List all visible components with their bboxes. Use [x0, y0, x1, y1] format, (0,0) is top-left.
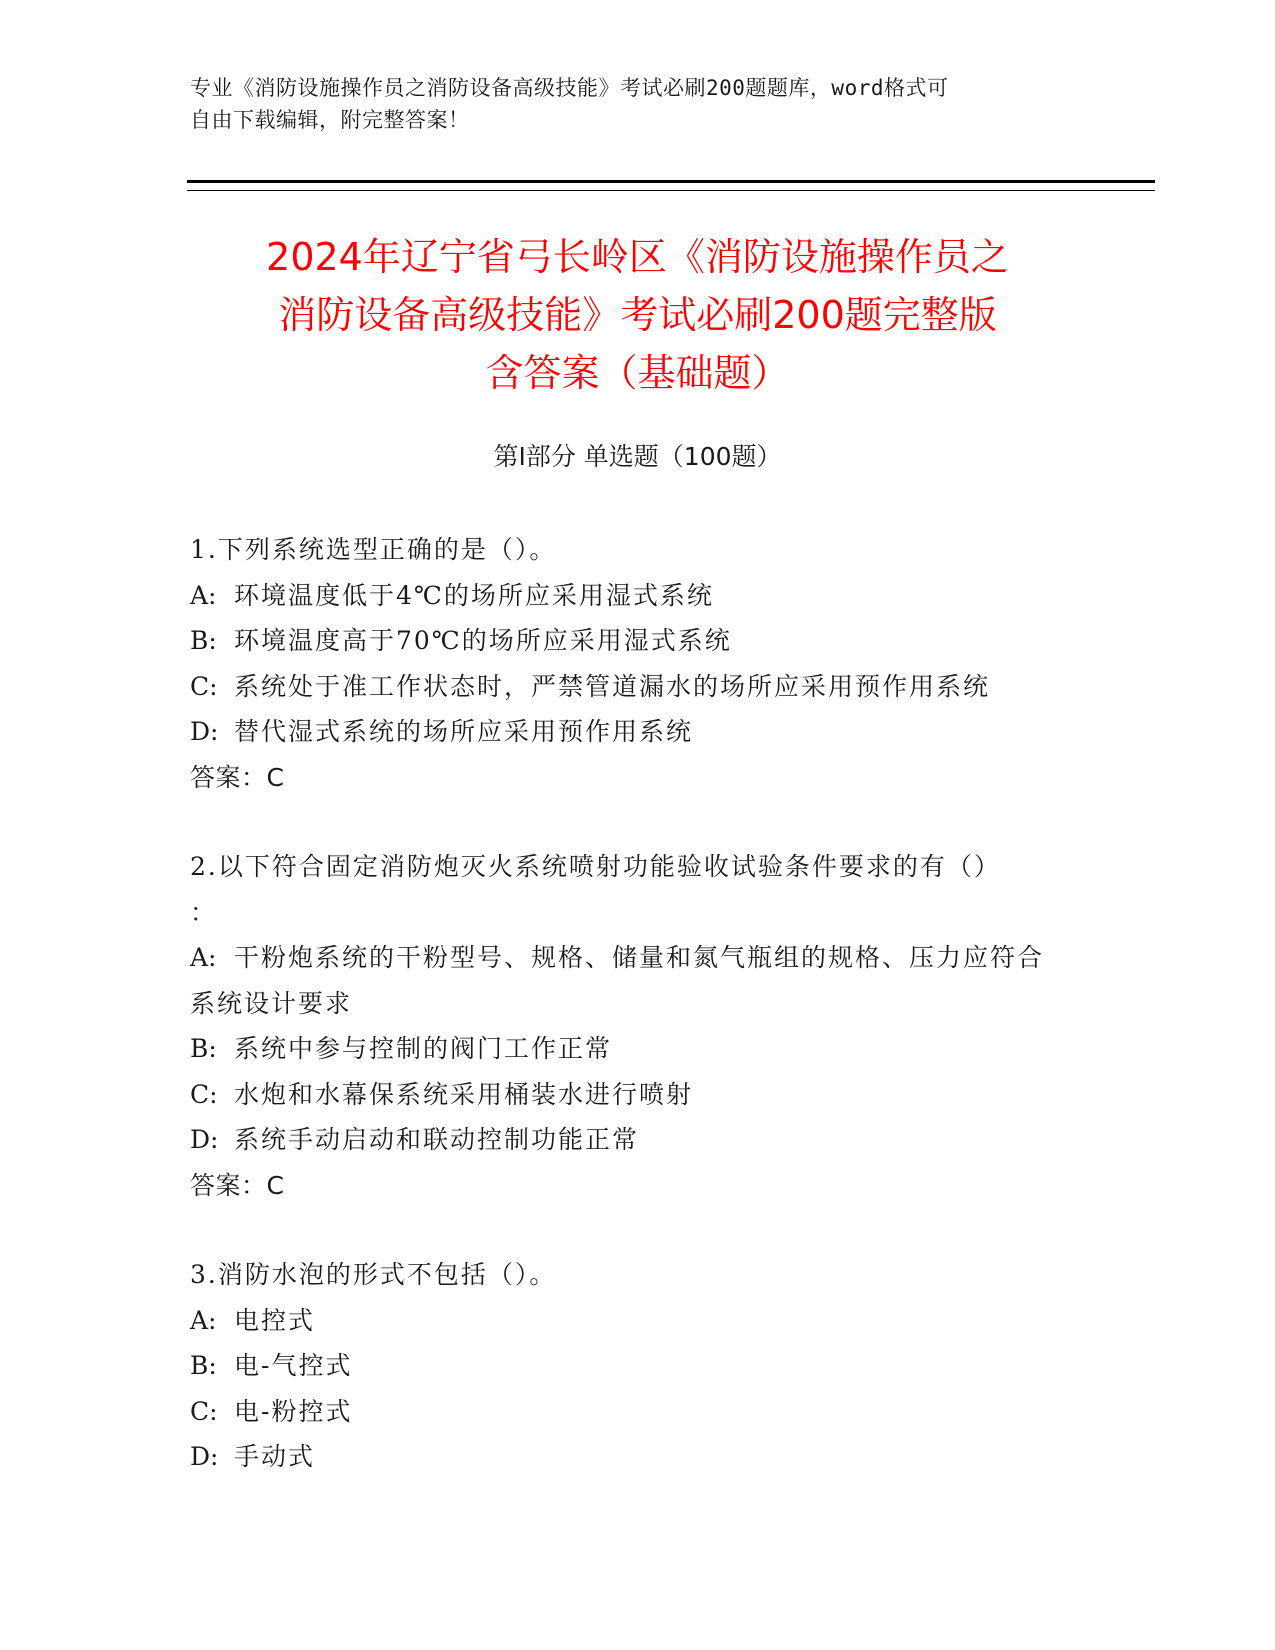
option-text: 手动式 — [234, 1442, 316, 1471]
option-letter: B: — [190, 1034, 217, 1063]
intro-line-1: 专业《消防设施操作员之消防设备高级技能》考试必刷200题题库，word格式可 — [190, 76, 949, 100]
option-letter: C: — [190, 1396, 218, 1426]
option-text: 环境温度低于4℃的场所应采用湿式系统 — [234, 580, 714, 610]
option-letter: D: — [190, 1442, 219, 1471]
option-text: 系统中参与控制的阀门工作正常 — [234, 1034, 613, 1063]
option-text: 电控式 — [234, 1305, 316, 1335]
option-a — [190, 1298, 1090, 1344]
title-line-1: 2024年辽宁省弓长岭区《消防设施操作员之 — [266, 235, 1009, 279]
option-text: 系统处于准工作状态时，严禁管道漏水的场所应采用预作用系统 — [234, 671, 991, 701]
option-text: 电-气控式 — [234, 1351, 353, 1380]
question-stem: 3.消防水泡的形式不包括（）。 — [190, 1260, 557, 1289]
intro-line-2: 自由下载编辑，附完整答案！ — [190, 108, 470, 132]
answer-text: 答案：C — [190, 762, 285, 792]
option-b — [190, 1343, 1090, 1389]
option-letter: C: — [190, 1079, 218, 1109]
document-title — [180, 228, 1095, 402]
option-b — [190, 618, 1090, 664]
option-a — [190, 573, 1090, 619]
option-text: 替代湿式系统的场所应采用预作用系统 — [234, 717, 694, 746]
option-text: 系统手动启动和联动控制功能正常 — [234, 1125, 640, 1154]
option-c — [190, 1072, 1090, 1118]
question-list — [190, 527, 1090, 1524]
question-stem: 2.以下符合固定消防炮灭火系统喷射功能验收试验条件要求的有（） — [190, 852, 1001, 881]
section-heading: 第Ⅰ部分 单选题（100题） — [493, 442, 782, 471]
option-d — [190, 1117, 1090, 1163]
title-line-3: 含答案（基础题） — [485, 351, 790, 395]
option-c — [190, 1389, 1090, 1435]
title-line-2: 消防设备高级技能》考试必刷200题完整版 — [278, 293, 997, 337]
option-letter: D: — [190, 717, 219, 746]
question-stem: 1.下列系统选型正确的是（）。 — [190, 535, 557, 564]
option-c — [190, 664, 1090, 710]
option-letter: A: — [190, 580, 217, 610]
option-b — [190, 1026, 1090, 1072]
option-letter: C: — [190, 671, 218, 701]
option-letter: D: — [190, 1125, 219, 1154]
option-text: 水炮和水幕保系统采用桶装水进行喷射 — [234, 1079, 694, 1109]
option-letter: A: — [190, 943, 217, 972]
question-1 — [190, 527, 1090, 800]
option-text: 电-粉控式 — [234, 1396, 353, 1426]
option-text: 环境温度高于70℃的场所应采用湿式系统 — [234, 626, 732, 655]
intro-text — [190, 72, 1090, 136]
option-a — [190, 935, 1070, 1026]
option-text: 干粉炮系统的干粉型号、规格、储量和氮气瓶组的规格、压力应符合系统设计要求 — [190, 943, 1045, 1018]
option-d — [190, 709, 1090, 755]
header-divider-thick — [187, 180, 1155, 183]
option-d — [190, 1434, 1090, 1480]
header-divider-thin — [187, 190, 1155, 191]
option-letter: B: — [190, 626, 217, 655]
question-2 — [190, 844, 1090, 1208]
option-letter: A: — [190, 1305, 217, 1335]
answer-text: 答案：C — [190, 1170, 285, 1200]
option-letter: B: — [190, 1351, 217, 1380]
question-stem-continuation: ： — [190, 897, 218, 927]
question-3 — [190, 1252, 1090, 1480]
